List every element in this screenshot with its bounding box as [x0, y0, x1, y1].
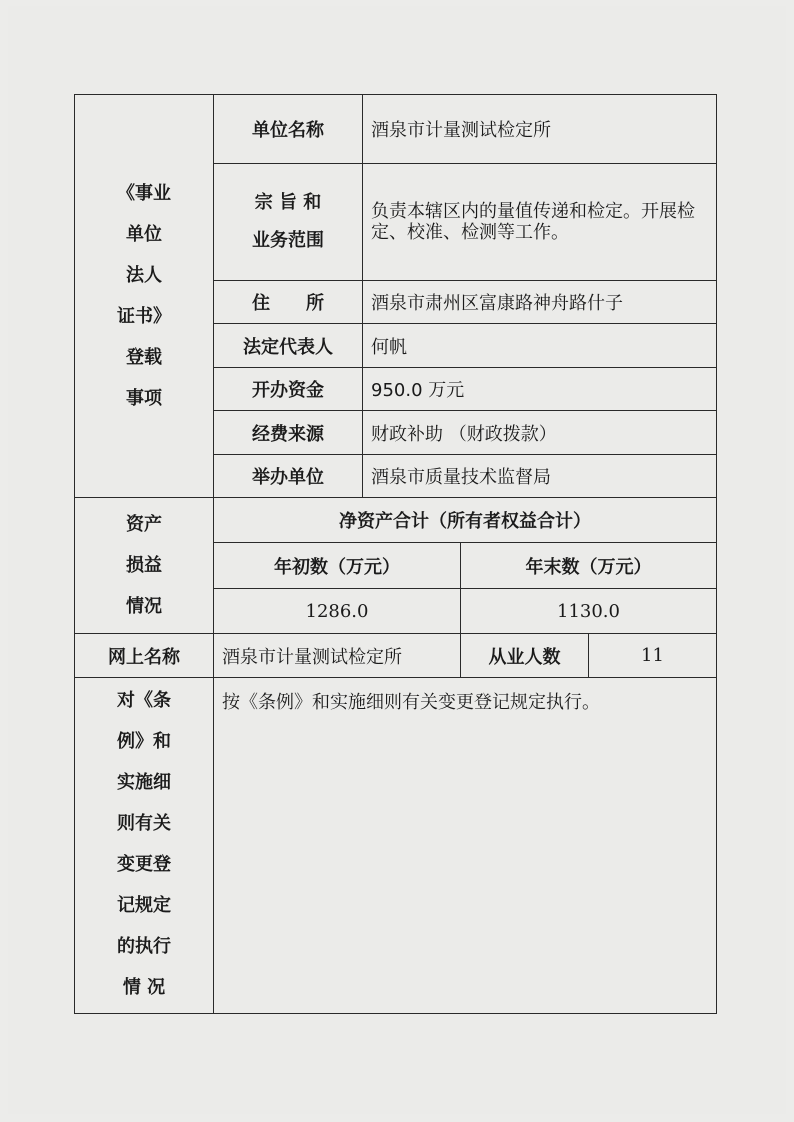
funding-label: 经费来源 [214, 411, 363, 455]
registration-section-line: 单位 [126, 224, 162, 245]
compliance-section-line: 的执行 [117, 936, 171, 957]
registration-section-label [75, 95, 214, 498]
capital-value: 950.0 万元 [363, 368, 717, 411]
assets-section-line: 资产 [126, 514, 162, 535]
compliance-section-line: 情 况 [122, 977, 166, 998]
year-start-value: 1286.0 [214, 589, 461, 634]
registration-table [74, 94, 717, 1014]
assets-section-line: 损益 [126, 555, 162, 576]
registration-section-line: 事项 [126, 388, 162, 409]
purpose-label [214, 164, 363, 281]
online-name-value: 酒泉市计量测试检定所 [214, 634, 461, 678]
assets-section-label [75, 498, 214, 634]
compliance-section-line: 则有关 [117, 813, 171, 834]
purpose-label-line: 宗 旨 和 [254, 192, 322, 213]
compliance-section-line: 对《条 [117, 690, 171, 711]
registration-section-line: 登载 [126, 347, 162, 368]
staff-label: 从业人数 [461, 634, 589, 678]
sponsor-value: 酒泉市质量技术监督局 [363, 455, 717, 498]
purpose-label-line: 业务范围 [252, 230, 324, 251]
year-end-header: 年末数（万元） [461, 543, 717, 589]
staff-value: 11 [589, 634, 717, 678]
online-name-label: 网上名称 [75, 634, 214, 678]
purpose-value: 负责本辖区内的量值传递和检定。开展检定、校准、检测等工作。 [363, 164, 717, 281]
capital-label: 开办资金 [214, 368, 363, 411]
registration-section-line: 法人 [126, 265, 162, 286]
net-assets-header: 净资产合计（所有者权益合计） [214, 498, 717, 543]
registration-section-line: 《事业 [117, 183, 171, 204]
sponsor-label: 举办单位 [214, 455, 363, 498]
assets-section-line: 情况 [126, 596, 162, 617]
compliance-section-line: 记规定 [117, 895, 171, 916]
funding-value: 财政补助 （财政拨款） [363, 411, 717, 455]
compliance-text: 按《条例》和实施细则有关变更登记规定执行。 [214, 678, 717, 1014]
unit-name-label: 单位名称 [214, 95, 363, 164]
compliance-section-line: 变更登 [117, 854, 171, 875]
legal-rep-value: 何帆 [363, 324, 717, 368]
registration-section-line: 证书》 [117, 306, 171, 327]
legal-rep-label: 法定代表人 [214, 324, 363, 368]
compliance-section-label [75, 678, 214, 1014]
compliance-section-line: 例》和 [117, 731, 171, 752]
year-start-header: 年初数（万元） [214, 543, 461, 589]
compliance-section-line: 实施细 [117, 772, 171, 793]
year-end-value: 1130.0 [461, 589, 717, 634]
address-value: 酒泉市肃州区富康路神舟路什子 [363, 281, 717, 324]
address-label: 住 所 [214, 281, 363, 324]
unit-name-value: 酒泉市计量测试检定所 [363, 95, 717, 164]
